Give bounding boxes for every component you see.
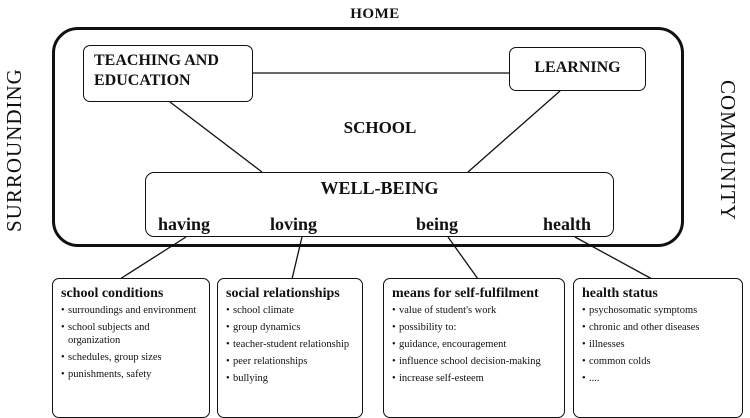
teaching-education-box: TEACHING AND EDUCATION [83, 45, 253, 102]
list-item: • punishments, safety [61, 368, 203, 381]
list-item: • common colds [582, 355, 736, 368]
list-item: • increase self-esteem [392, 372, 558, 385]
list-item: • group dynamics [226, 321, 356, 334]
dimension-having: having [158, 214, 211, 234]
list-item: • illnesses [582, 338, 736, 351]
list-item: • chronic and other diseases [582, 321, 736, 334]
list-item: • schedules, group sizes [61, 351, 203, 364]
home-label: HOME [350, 6, 400, 22]
list-item: • bullying [226, 372, 356, 385]
list-item: • .... [582, 372, 736, 385]
list-item: • possibility to: [392, 321, 558, 334]
school-conditions-box [52, 278, 210, 418]
category-title: school conditions [61, 286, 164, 301]
list-item: • guidance, encouragement [392, 338, 558, 351]
wellbeing-title: WELL-BEING [320, 178, 439, 198]
list-item: • peer relationships [226, 355, 356, 368]
self-fulfilment-box [383, 278, 565, 418]
dimension-health: health [543, 214, 592, 234]
list-item: • teacher-student relationship [226, 338, 356, 351]
list-item: • psychosomatic symptoms [582, 304, 736, 317]
category-title: means for self-fulfilment [392, 286, 539, 301]
list-item: • school subjects and organization [61, 321, 203, 347]
list-item: • influence school decision-making [392, 355, 558, 368]
category-title: health status [582, 286, 658, 301]
dimension-loving: loving [270, 214, 318, 234]
social-relationships-box [217, 278, 363, 418]
category-title: social relationships [226, 286, 340, 301]
dimension-being: being [416, 214, 459, 234]
list-item: • school climate [226, 304, 356, 317]
list-item: • surroundings and environment [61, 304, 203, 317]
community-label: COMMUNITY [716, 79, 740, 221]
list-item: • value of student's work [392, 304, 558, 317]
surrounding-label: SURROUNDING [2, 68, 26, 232]
learning-box: LEARNING [509, 47, 646, 91]
school-label: SCHOOL [343, 118, 417, 137]
health-status-box [573, 278, 743, 418]
